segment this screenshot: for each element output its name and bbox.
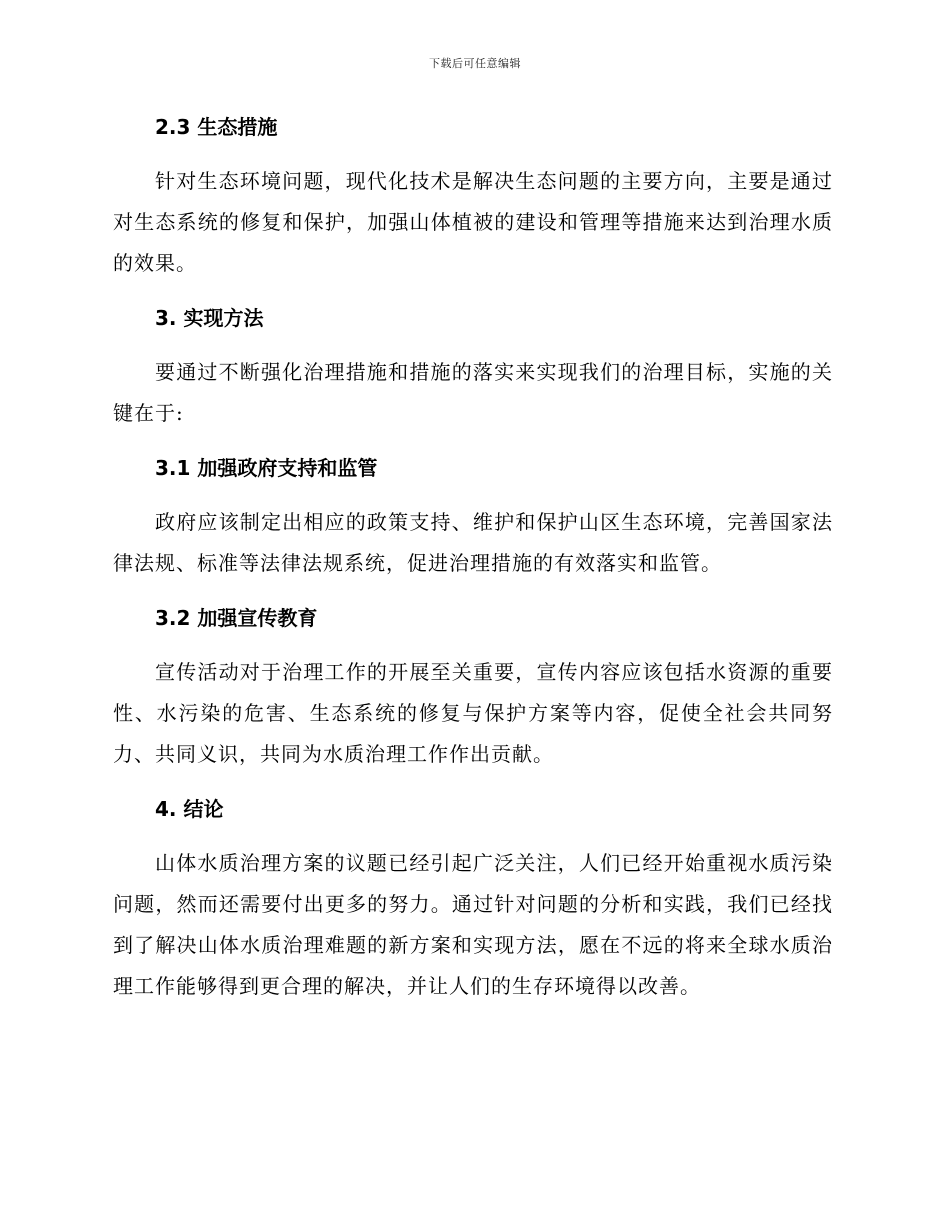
section-paragraph-4: 山体水质治理方案的议题已经引起广泛关注，人们已经开始重视水质污染问题，然而还需要付出更多的努力。通过针对问题的分析和实践，我们已经找到了解决山体水质治理难题的新方案和实现方法，愿在不远的将来全球水质治理工作能够得到更合理的解决，并让人们的生存环境得以改善。: [113, 851, 833, 998]
section-paragraph-3-2: 宣传活动对于治理工作的开展至关重要，宣传内容应该包括水资源的重要性、水污染的危害、生态系统的修复与保护方案等内容，促使全社会共同努力、共同义识，共同为水质治理工作作出贡献。: [113, 660, 833, 766]
section-heading-4: 4. 结论: [155, 797, 224, 821]
section-heading-3-2: 3.2 加强宣传教育: [155, 606, 318, 630]
section-heading-2-3: 2.3 生态措施: [155, 115, 278, 139]
section-paragraph-3: 要通过不断强化治理措施和措施的落实来实现我们的治理目标，实施的关键在于:: [113, 360, 833, 425]
section-paragraph-3-1: 政府应该制定出相应的政策支持、维护和保护山区生态环境，完善国家法律法规、标准等法律法规系统，促进治理措施的有效落实和监管。: [113, 510, 833, 575]
section-heading-3: 3. 实现方法: [155, 306, 264, 330]
page-header: 下载后可任意编辑: [429, 57, 521, 70]
document-body: [113, 107, 833, 1021]
section-heading-3-1: 3.1 加强政府支持和监管: [155, 456, 378, 480]
section-paragraph-2-3: 针对生态环境问题，现代化技术是解决生态问题的主要方向，主要是通过对生态系统的修复和保护，加强山体植被的建设和管理等措施来达到治理水质的效果。: [113, 169, 833, 275]
